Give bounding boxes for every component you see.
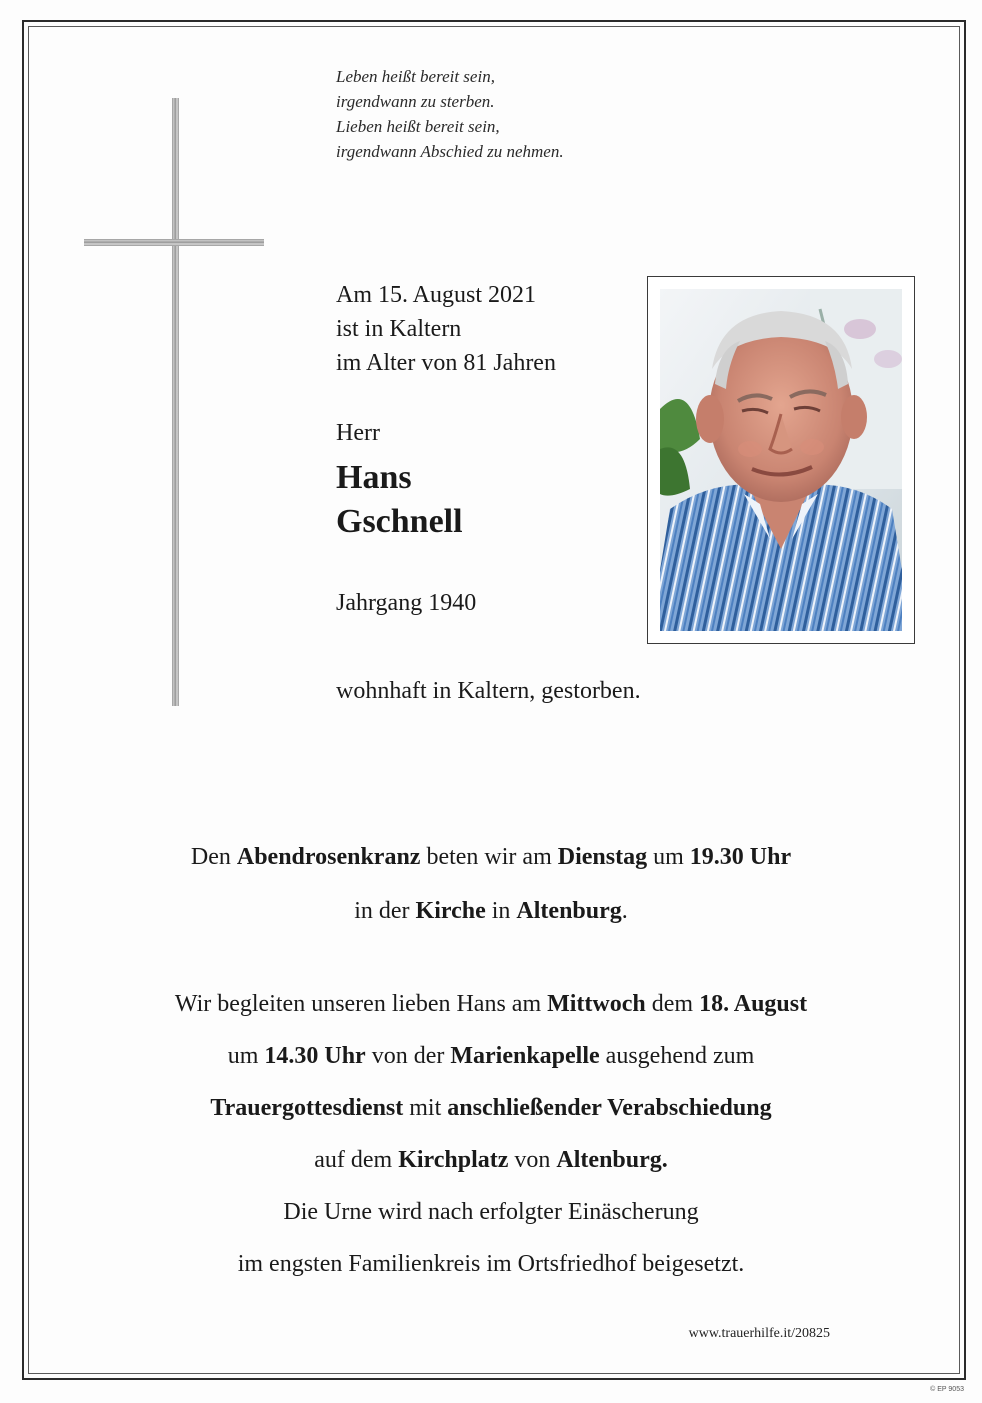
funeral-square: Kirchplatz — [398, 1147, 509, 1173]
funeral-line-2 — [40, 1030, 942, 1082]
text: beten wir am — [420, 844, 558, 870]
rosary-day: Dienstag — [557, 844, 648, 870]
text: Den — [190, 844, 237, 870]
intro-line: im Alter von 81 Jahren — [336, 350, 556, 376]
text: um — [647, 844, 690, 870]
text: . — [621, 898, 628, 924]
intro-line: Am 15. August 2021 — [336, 282, 537, 308]
poem-line: Lieben heißt bereit sein, — [336, 117, 500, 136]
funeral-line-3 — [40, 1082, 942, 1134]
funeral-time: 14.30 Uhr — [264, 1043, 366, 1069]
first-name: Hans — [336, 459, 412, 496]
text: dem — [645, 991, 700, 1017]
rosary-place: Kirche — [415, 898, 486, 924]
rosary-line-1 — [40, 830, 942, 884]
text: in — [485, 898, 517, 924]
text: von — [508, 1147, 557, 1173]
funeral-service: Trauergottesdienst — [210, 1095, 404, 1121]
funeral-announcement — [40, 978, 942, 1290]
cross-icon — [172, 98, 179, 706]
deceased-name — [336, 456, 463, 544]
cross-icon-crossbar — [84, 239, 264, 246]
text: ausgehend zum — [599, 1043, 755, 1069]
text: Wir begleiten unseren lieben Hans am — [174, 991, 548, 1017]
intro-line: ist in Kaltern — [336, 316, 462, 342]
funeral-date: 18. August — [699, 991, 808, 1017]
rosary-time: 19.30 Uhr — [689, 844, 792, 870]
birth-year: Jahrgang 1940 — [336, 590, 477, 616]
funeral-day: Mittwoch — [547, 991, 646, 1017]
funeral-line-6: im engsten Familienkreis im Ortsfriedhof beigesetzt. — [237, 1251, 745, 1277]
funeral-chapel: Marienkapelle — [450, 1043, 600, 1069]
death-notice-intro — [336, 278, 556, 380]
rosary-event: Abendrosenkranz — [236, 844, 421, 870]
rosary-line-2 — [40, 884, 942, 938]
text: von der — [365, 1043, 451, 1069]
text: in der — [354, 898, 416, 924]
copyright-note: © EP 9053 — [930, 1386, 964, 1393]
rosary-town: Altenburg — [516, 898, 622, 924]
funeral-farewell: anschließender Verabschiedung — [447, 1095, 772, 1121]
funeral-line-5: Die Urne wird nach erfolgter Einäscherung — [283, 1199, 699, 1225]
text: um — [227, 1043, 265, 1069]
poem-line: Leben heißt bereit sein, — [336, 67, 495, 86]
website-link[interactable]: www.trauerhilfe.it/20825 — [688, 1326, 830, 1341]
poem-line: irgendwann Abschied zu nehmen. — [336, 142, 564, 161]
text: mit — [403, 1095, 448, 1121]
rosary-announcement — [40, 830, 942, 938]
poem-line: irgendwann zu sterben. — [336, 92, 495, 111]
funeral-line-1 — [40, 978, 942, 1030]
funeral-town: Altenburg. — [556, 1147, 668, 1173]
salutation: Herr — [336, 420, 380, 446]
poem — [336, 64, 564, 164]
text: auf dem — [314, 1147, 399, 1173]
residence-line: wohnhaft in Kaltern, gestorben. — [336, 678, 641, 704]
funeral-line-4 — [40, 1134, 942, 1186]
portrait-photo-icon — [660, 289, 902, 631]
last-name: Gschnell — [336, 503, 463, 540]
